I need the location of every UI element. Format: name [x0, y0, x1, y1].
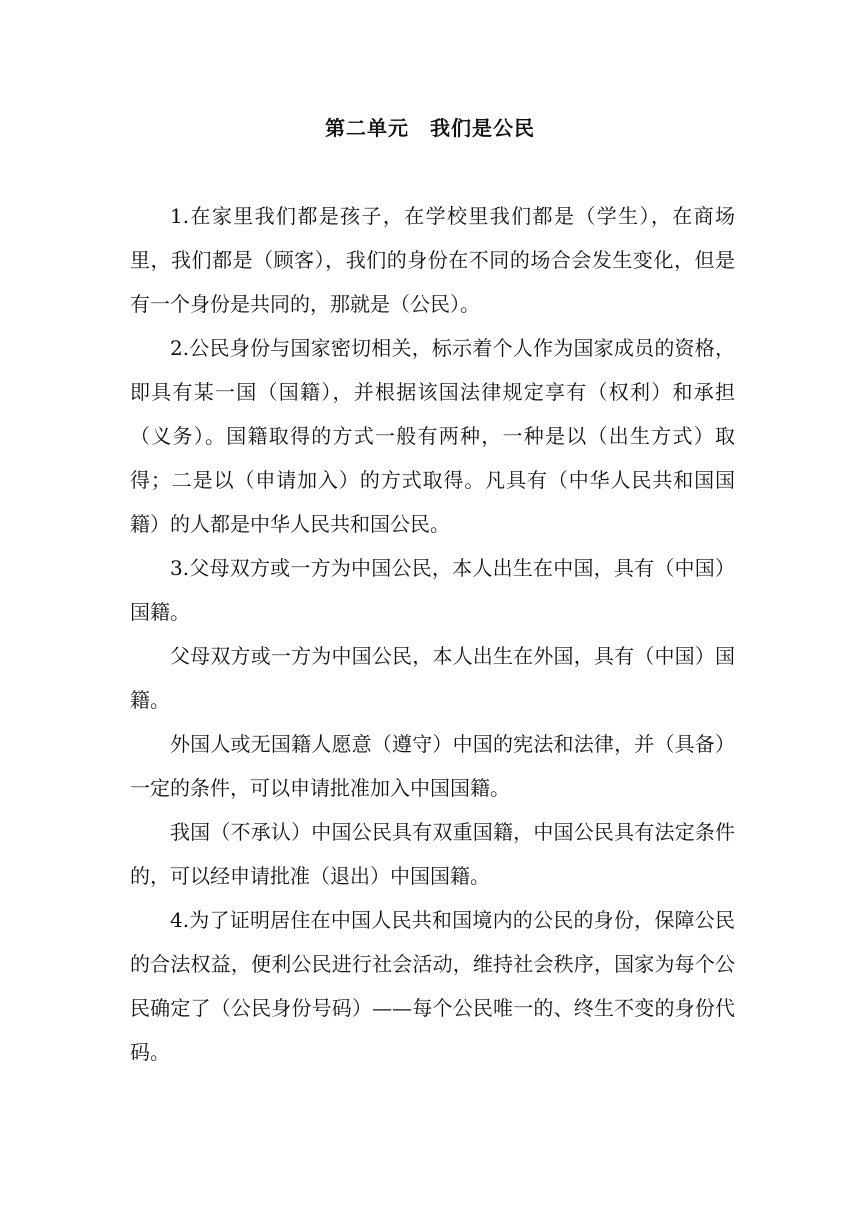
paragraph-7: 4.为了证明居住在中国人民共和国境内的公民的身份，保障公民的合法权益，便利公民进行社会活动，维持社会秩序，国家为每个公民确定了（公民身份号码）——每个公民唯一的、终生不变的身份代码。 [130, 908, 735, 1064]
document-title: 第二单元 我们是公民 [325, 116, 535, 140]
paragraph-4: 父母双方或一方为中国公民，本人出生在外国，具有（中国）国籍。 [130, 644, 735, 712]
paragraph-2: 2.公民身份与国家密切相关，标示着个人作为国家成员的资格，即具有某一国（国籍），并根据该国法律规定享有（权利）和承担（义务）。国籍取得的方式一般有两种，一种是以（出生方式）取得；二是以（申请加入）的方式取得。凡具有（中华人民共和国国籍）的人都是中华人民共和国公民。 [130, 336, 735, 536]
document-body [130, 194, 735, 1074]
paragraph-5: 外国人或无国籍人愿意（遵守）中国的宪法和法律，并（具备）一定的条件，可以申请批准加入中国国籍。 [130, 732, 735, 800]
paragraph-3: 3.父母双方或一方为中国公民，本人出生在中国，具有（中国）国籍。 [130, 556, 735, 624]
paragraph-6: 我国（不承认）中国公民具有双重国籍，中国公民具有法定条件的，可以经申请批准（退出）中国国籍。 [130, 820, 735, 888]
paragraph-1: 1.在家里我们都是孩子，在学校里我们都是（学生），在商场里，我们都是（顾客），我们的身份在不同的场合会发生变化，但是有一个身份是共同的，那就是（公民）。 [130, 204, 735, 316]
